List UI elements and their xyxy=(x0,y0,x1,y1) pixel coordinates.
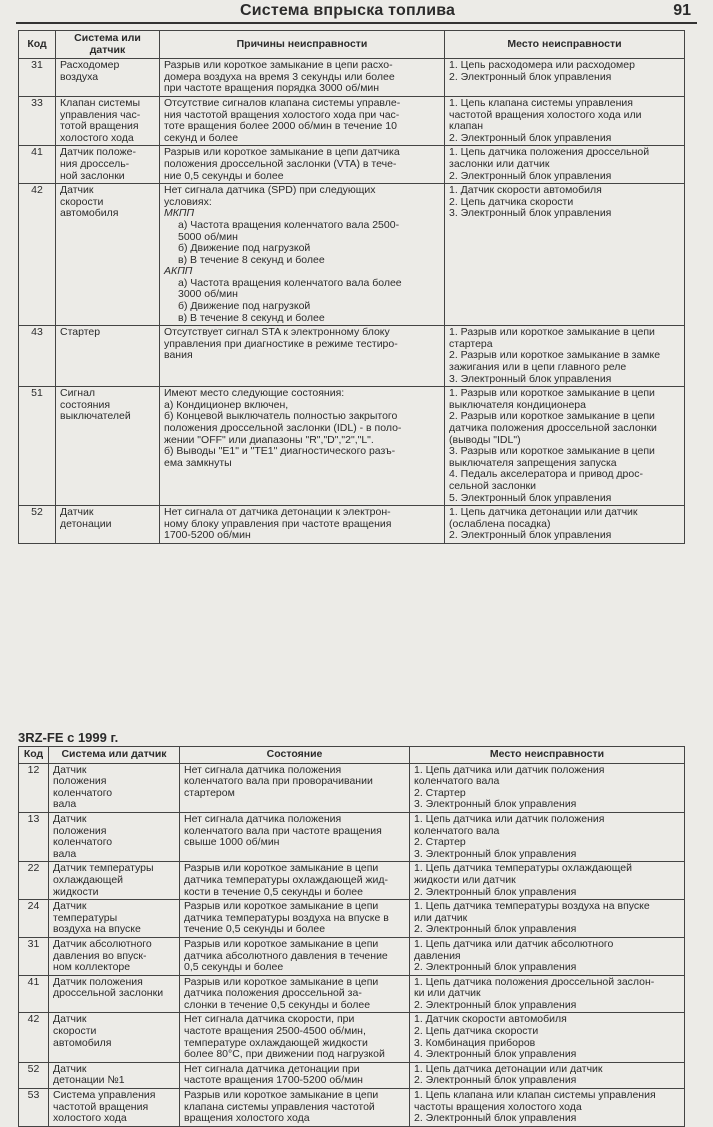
table-row xyxy=(19,812,685,861)
system-line: ния дроссель- xyxy=(60,157,130,170)
location-line: 1. Цепь датчика или датчик абсолютного xyxy=(414,937,614,950)
location-line: 3. Электронный блок управления xyxy=(414,847,577,860)
location-line: 2. Электронный блок управления xyxy=(449,169,612,182)
cause-line: ния частотой вращения холостого хода при час- xyxy=(164,108,400,121)
cause-line: жении "OFF" или диапазоны "R","D","2","L". xyxy=(164,433,374,446)
system-line: вала xyxy=(53,847,77,860)
table-row xyxy=(19,184,685,326)
system-line: Стартер xyxy=(60,326,101,339)
system-line: управления час- xyxy=(60,108,141,121)
cause-line: Разрыв или короткое замыкание в цепи xyxy=(184,862,379,875)
code-cell: 33 xyxy=(19,96,56,145)
table-row xyxy=(19,862,685,900)
system-line: детонации xyxy=(60,517,112,530)
cause-line: положения дроссельной заслонки (VTA) в тече- xyxy=(164,157,397,170)
table-row xyxy=(19,59,685,97)
system-line: давления во впуск- xyxy=(53,949,147,962)
system-line: Датчик xyxy=(60,506,94,519)
location-line: или датчик xyxy=(414,911,468,924)
location-line: 1. Цепь датчика детонации или датчик xyxy=(449,506,638,519)
page-header xyxy=(0,0,713,24)
cause-line: Нет сигнала от датчика детонации к электрон- xyxy=(164,506,391,519)
location-line: 2. Электронный блок управления xyxy=(414,998,577,1011)
cause-line: вания xyxy=(164,349,193,362)
location-cell xyxy=(410,1089,685,1127)
location-line: 3. Разрыв или короткое замыкание в цепи xyxy=(449,445,655,458)
location-cell xyxy=(410,862,685,900)
system-line: скорости xyxy=(60,195,104,208)
location-line: (ослаблена посадка) xyxy=(449,517,551,530)
cause-cell xyxy=(160,326,445,387)
cause-line: Разрыв или короткое замыкание в цепи датчика xyxy=(164,146,400,159)
system-line: Датчик положения xyxy=(53,975,143,988)
table-row xyxy=(19,387,685,506)
system-line: холостого хода xyxy=(60,131,134,144)
cause-line: 0,5 секунды и более xyxy=(184,961,284,974)
system-line: ном коллекторе xyxy=(53,961,131,974)
cause-line: частоте вращения 1700-5200 об/мин xyxy=(184,1074,363,1087)
table-row xyxy=(19,1013,685,1062)
cause-line: АКПП xyxy=(164,265,193,278)
location-cell xyxy=(445,506,685,544)
cause-line: б) Движение под нагрузкой xyxy=(178,242,311,255)
cause-line: вращения холостого хода xyxy=(184,1112,310,1125)
location-cell xyxy=(445,387,685,506)
location-line: 1. Разрыв или короткое замыкание в цепи xyxy=(449,326,655,339)
location-line: частотой вращения холостого хода или xyxy=(449,108,642,121)
system-cell xyxy=(49,763,180,812)
table-row xyxy=(19,96,685,145)
location-line: 4. Электронный блок управления xyxy=(414,1048,577,1061)
diagnostic-codes-table-1 xyxy=(18,30,685,544)
system-line: состояния xyxy=(60,398,111,411)
cause-line: ема замкнуты xyxy=(164,456,232,469)
location-line: 2. Электронный блок управления xyxy=(414,1112,577,1125)
system-cell xyxy=(49,1089,180,1127)
location-line: выключателя запрещения запуска xyxy=(449,456,617,469)
cause-line: Разрыв или короткое замыкание в цепи расхо- xyxy=(164,59,393,72)
location-line: 1. Разрыв или короткое замыкание в цепи xyxy=(449,387,655,400)
column-header-cause: Причины неисправности xyxy=(160,31,445,59)
cause-line: клапана системы управления частотой xyxy=(184,1100,375,1113)
cause-cell xyxy=(160,184,445,326)
cause-line: Разрыв или короткое замыкание в цепи xyxy=(184,975,379,988)
location-line: 2. Электронный блок управления xyxy=(449,529,612,542)
system-line: Датчик xyxy=(53,900,87,913)
system-cell xyxy=(49,862,180,900)
system-cell xyxy=(49,975,180,1013)
location-line: 1. Цепь датчика положения дроссельной xyxy=(449,146,650,159)
system-line: частотой вращения xyxy=(53,1100,149,1113)
location-cell xyxy=(445,59,685,97)
location-line: заслонки или датчик xyxy=(449,157,550,170)
cause-line: датчика положения дроссельной за- xyxy=(184,987,362,1000)
cause-line: частоте вращения 2500-4500 об/мин, xyxy=(184,1025,366,1038)
cause-line: в) В течение 8 секунд и более xyxy=(178,253,325,266)
cause-line: в) В течение 8 секунд и более xyxy=(178,311,325,324)
cause-line: б) Выводы "E1" и "TE1" диагностического разъ- xyxy=(164,445,396,458)
cause-line: 1700-5200 об/мин xyxy=(164,529,251,542)
cause-line: коленчатого вала при частоте вращения xyxy=(184,824,382,837)
location-line: 3. Электронный блок управления xyxy=(449,372,612,385)
location-line: зажигания или в цепи главного реле xyxy=(449,361,627,374)
system-line: Датчик xyxy=(60,184,94,197)
location-line: 2. Разрыв или короткое замыкание в замке xyxy=(449,349,661,362)
code-cell: 31 xyxy=(19,937,49,975)
cause-cell xyxy=(180,937,410,975)
code-cell: 22 xyxy=(19,862,49,900)
code-cell: 51 xyxy=(19,387,56,506)
cause-line: Нет сигнала датчика положения xyxy=(184,763,342,776)
location-line: 2. Электронный блок управления xyxy=(414,961,577,974)
column-header-code: Код xyxy=(19,747,49,764)
page-number: 91 xyxy=(673,2,691,19)
column-header-code: Код xyxy=(19,31,56,59)
cause-line: Нет сигнала датчика (SPD) при следующих xyxy=(164,184,376,197)
cause-line: более 80°С, при движении под нагрузкой xyxy=(184,1048,385,1061)
cause-line: а) Частота вращения коленчатого вала 2500- xyxy=(178,218,400,231)
cause-line: Разрыв или короткое замыкание в цепи xyxy=(184,937,379,950)
cause-line: 5000 об/мин xyxy=(178,230,238,243)
system-line: Датчик xyxy=(53,1013,87,1026)
system-line: холостого хода xyxy=(53,1112,127,1125)
table-row xyxy=(19,900,685,938)
cause-line: Разрыв или короткое замыкание в цепи xyxy=(184,1089,379,1102)
system-line: Датчик xyxy=(53,763,87,776)
system-line: Датчик положе- xyxy=(60,146,136,159)
location-line: 2. Цепь датчика скорости xyxy=(414,1025,539,1038)
code-cell: 53 xyxy=(19,1089,49,1127)
system-line: температуры xyxy=(53,911,118,924)
location-line: 1. Цепь датчика детонации или датчик xyxy=(414,1062,603,1075)
location-line: сельной заслонки xyxy=(449,479,537,492)
system-line: Клапан системы xyxy=(60,96,140,109)
column-header-system: Система или датчик xyxy=(56,31,160,59)
location-line: коленчатого вала xyxy=(414,824,500,837)
location-cell xyxy=(410,763,685,812)
system-cell xyxy=(56,146,160,184)
system-line: воздуха xyxy=(60,70,99,83)
location-line: 3. Электронный блок управления xyxy=(414,798,577,811)
cause-line: Имеют место следующие состояния: xyxy=(164,387,345,400)
system-line: охлаждающей xyxy=(53,873,124,886)
location-line: 1. Цепь датчика температуры охлаждающей xyxy=(414,862,632,875)
column-header-condition: Состояние xyxy=(180,747,410,764)
location-line: выключателя кондиционера xyxy=(449,398,586,411)
table-row xyxy=(19,326,685,387)
cause-line: условиях: xyxy=(164,195,212,208)
cause-line: Нет сигнала датчика положения xyxy=(184,812,342,825)
cause-line: Отсутствует сигнал STA к электронному блоку xyxy=(164,326,390,339)
system-cell xyxy=(56,184,160,326)
cause-line: датчика абсолютного давления в течение xyxy=(184,949,388,962)
location-line: жидкости или датчик xyxy=(414,873,516,886)
system-line: воздуха на впуске xyxy=(53,923,141,936)
cause-line: Отсутствие сигналов клапана системы управле- xyxy=(164,96,401,109)
code-cell: 52 xyxy=(19,1062,49,1088)
system-line: коленчатого xyxy=(53,786,113,799)
system-line: Расходомер xyxy=(60,59,120,72)
system-line: жидкости xyxy=(53,885,99,898)
location-line: 2. Электронный блок управления xyxy=(414,1074,577,1087)
column-header-location: Место неисправности xyxy=(445,31,685,59)
location-cell xyxy=(445,326,685,387)
cause-line: положения дроссельной заслонки (IDL) - в поло- xyxy=(164,422,402,434)
location-line: 1. Цепь датчика или датчик положения xyxy=(414,812,605,825)
cause-line: датчика температуры охлаждающей жид- xyxy=(184,873,389,886)
cause-line: при частоте вращения порядка 3000 об/мин xyxy=(164,82,380,95)
location-cell xyxy=(445,184,685,326)
cause-line: ному блоку управления при частоте вращения xyxy=(164,517,392,530)
cause-line: тоте вращения более 2000 об/мин в течение 10 xyxy=(164,120,397,133)
system-line: положения xyxy=(53,824,107,837)
cause-cell xyxy=(180,862,410,900)
location-line: коленчатого вала xyxy=(414,775,500,788)
location-line: (выводы "IDL") xyxy=(449,433,521,446)
table-header-row xyxy=(19,31,685,59)
cause-line: б) Движение под нагрузкой xyxy=(178,300,311,313)
cause-line: а) Частота вращения коленчатого вала более xyxy=(178,276,402,289)
cause-line: свыше 1000 об/мин xyxy=(184,836,280,849)
cause-cell xyxy=(180,1062,410,1088)
system-cell xyxy=(49,1062,180,1088)
location-line: 2. Разрыв или короткое замыкание в цепи xyxy=(449,410,655,423)
cause-cell xyxy=(160,506,445,544)
location-cell xyxy=(410,937,685,975)
location-line: 2. Электронный блок управления xyxy=(414,885,577,898)
location-cell xyxy=(410,975,685,1013)
location-line: 1. Датчик скорости автомобиля xyxy=(449,184,602,197)
table-row xyxy=(19,506,685,544)
location-line: 4. Педаль акселератора и привод дрос- xyxy=(449,468,643,481)
code-cell: 52 xyxy=(19,506,56,544)
location-line: 1. Цепь расходомера или расходомер xyxy=(449,59,635,72)
location-line: датчика положения дроссельной заслонки xyxy=(449,422,657,434)
cause-line: МКПП xyxy=(164,207,195,220)
cause-line: слонки в течение 0,5 секунды и более xyxy=(184,998,371,1011)
code-cell: 41 xyxy=(19,146,56,184)
location-line: 3. Комбинация приборов xyxy=(414,1036,536,1049)
table-row xyxy=(19,763,685,812)
cause-line: течение 0,5 секунды и более xyxy=(184,923,326,936)
system-cell xyxy=(49,812,180,861)
location-cell xyxy=(410,812,685,861)
location-line: 3. Электронный блок управления xyxy=(449,207,612,220)
column-header-system: Система или датчик xyxy=(49,747,180,764)
location-line: 1. Цепь датчика или датчик положения xyxy=(414,763,605,776)
code-cell: 42 xyxy=(19,1013,49,1062)
code-cell: 13 xyxy=(19,812,49,861)
system-line: вала xyxy=(53,798,77,811)
system-cell xyxy=(56,96,160,145)
location-line: 2. Стартер xyxy=(414,836,466,849)
system-line: Система управления xyxy=(53,1089,156,1102)
location-cell xyxy=(410,1013,685,1062)
page-title: Система впрыска топлива xyxy=(240,2,456,19)
location-line: стартера xyxy=(449,337,493,350)
column-header-location: Место неисправности xyxy=(410,747,685,764)
location-line: 1. Датчик скорости автомобиля xyxy=(414,1013,567,1026)
code-cell: 43 xyxy=(19,326,56,387)
location-line: клапан xyxy=(449,120,484,133)
system-line: тотой вращения xyxy=(60,120,139,133)
code-cell: 41 xyxy=(19,975,49,1013)
system-line: коленчатого xyxy=(53,836,113,849)
system-line: дроссельной заслонки xyxy=(53,987,164,1000)
location-cell xyxy=(445,146,685,184)
system-line: детонации №1 xyxy=(53,1074,125,1087)
system-cell xyxy=(49,900,180,938)
location-line: 1. Цепь датчика положения дроссельной заслон- xyxy=(414,975,655,988)
location-line: 1. Цепь клапана или клапан системы управления xyxy=(414,1089,656,1102)
system-line: Датчик xyxy=(53,812,87,825)
location-line: 2. Электронный блок управления xyxy=(414,923,577,936)
cause-line: 3000 об/мин xyxy=(178,288,238,301)
cause-cell xyxy=(180,1013,410,1062)
cause-cell xyxy=(180,900,410,938)
code-cell: 12 xyxy=(19,763,49,812)
diagnostic-codes-table-2 xyxy=(18,746,685,1127)
code-cell: 42 xyxy=(19,184,56,326)
cause-line: кости в течение 0,5 секунды и более xyxy=(184,885,363,898)
system-line: Датчик абсолютного xyxy=(53,937,152,950)
section-title: 3RZ-FE с 1999 г. xyxy=(18,730,119,745)
system-cell xyxy=(56,506,160,544)
table-row xyxy=(19,975,685,1013)
system-line: автомобиля xyxy=(53,1036,112,1049)
cause-cell xyxy=(160,96,445,145)
cause-cell xyxy=(180,975,410,1013)
system-cell xyxy=(49,937,180,975)
system-cell xyxy=(56,387,160,506)
cause-line: б) Концевой выключатель полностью закрытого xyxy=(164,410,398,423)
table-header-row xyxy=(19,747,685,764)
system-line: Сигнал xyxy=(60,387,96,400)
location-line: частоты вращения холостого хода xyxy=(414,1100,582,1113)
header-rule xyxy=(16,22,697,24)
location-line: 1. Цепь датчика температуры воздуха на впуске xyxy=(414,900,650,913)
cause-cell xyxy=(160,146,445,184)
system-line: ной заслонки xyxy=(60,169,125,182)
location-cell xyxy=(410,1062,685,1088)
system-line: Датчик xyxy=(53,1062,87,1075)
cause-line: Разрыв или короткое замыкание в цепи xyxy=(184,900,379,913)
location-line: 2. Электронный блок управления xyxy=(449,131,612,144)
location-line: 5. Электронный блок управления xyxy=(449,491,612,504)
cause-line: Нет сигнала датчика скорости, при xyxy=(184,1013,355,1026)
table-row xyxy=(19,937,685,975)
cause-line: управления при диагностике в режиме тестиро- xyxy=(164,337,398,350)
cause-line: стартером xyxy=(184,786,235,799)
location-line: 1. Цепь клапана системы управления xyxy=(449,96,633,109)
cause-line: температуре охлаждающей жидкости xyxy=(184,1036,368,1049)
cause-cell xyxy=(160,387,445,506)
table-row xyxy=(19,1062,685,1088)
cause-cell xyxy=(160,59,445,97)
system-line: скорости xyxy=(53,1025,97,1038)
cause-line: а) Кондиционер включен, xyxy=(164,398,289,411)
location-cell xyxy=(410,900,685,938)
cause-cell xyxy=(180,1089,410,1127)
system-line: положения xyxy=(53,775,107,788)
cause-line: Нет сигнала датчика детонации при xyxy=(184,1062,360,1075)
code-cell: 24 xyxy=(19,900,49,938)
system-line: автомобиля xyxy=(60,207,119,220)
code-cell: 31 xyxy=(19,59,56,97)
system-line: Датчик температуры xyxy=(53,862,154,875)
location-cell xyxy=(445,96,685,145)
table-row xyxy=(19,146,685,184)
cause-line: датчика температуры воздуха на впуске в xyxy=(184,911,389,924)
table-row xyxy=(19,1089,685,1127)
cause-cell xyxy=(180,763,410,812)
location-line: 2. Электронный блок управления xyxy=(449,70,612,83)
cause-line: домера воздуха на время 3 секунды или более xyxy=(164,70,395,83)
cause-cell xyxy=(180,812,410,861)
location-line: ки или датчик xyxy=(414,987,481,1000)
location-line: давления xyxy=(414,949,461,962)
cause-line: коленчатого вала при проворачивании xyxy=(184,775,373,788)
cause-line: секунд и более xyxy=(164,131,239,144)
system-cell xyxy=(49,1013,180,1062)
system-line: выключателей xyxy=(60,410,131,423)
location-line: 2. Цепь датчика скорости xyxy=(449,195,574,208)
location-line: 2. Стартер xyxy=(414,786,466,799)
cause-line: ние 0,5 секунды и более xyxy=(164,169,284,182)
system-cell xyxy=(56,59,160,97)
system-cell xyxy=(56,326,160,387)
